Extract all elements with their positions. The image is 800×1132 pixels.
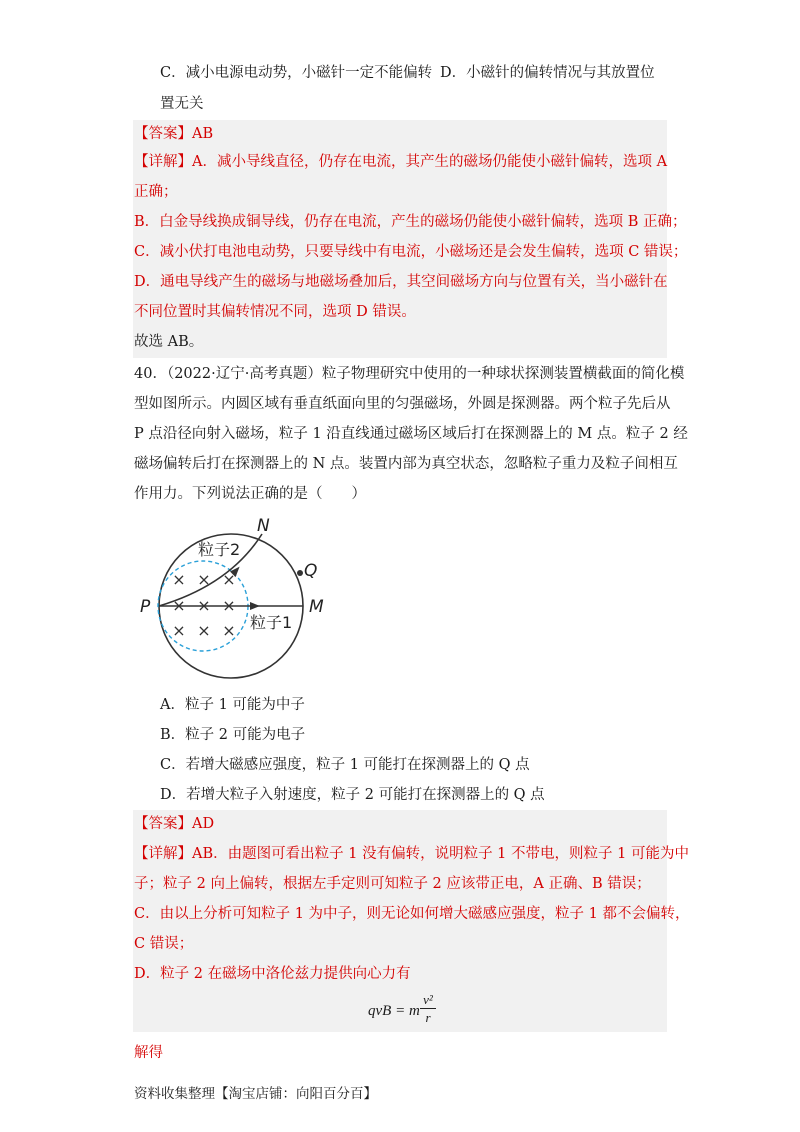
cross-mark: ×: [197, 596, 211, 615]
formula-numerator: v²: [423, 992, 433, 1007]
option-d-prev-cont: 置无关: [160, 96, 204, 112]
detail-1-line-5: D．通电导线产生的磁场与地磁场叠加后，其空间磁场方向与位置有关，当小磁针在: [134, 274, 668, 290]
particle-1-arrow: [250, 602, 260, 610]
q40-line-4: 磁场偏转后打在探测器上的 N 点。装置内部为真空状态，忽略粒子重力及粒子间相互: [134, 456, 678, 472]
cross-mark: ×: [172, 621, 186, 640]
detail-2-line-1: 【详解】AB．由题图可看出粒子 1 没有偏转，说明粒子 1 不带电，则粒子 1 可能为中: [134, 846, 689, 862]
label-p: P: [140, 597, 151, 617]
answer-1: 【答案】AB: [134, 126, 214, 142]
cross-mark: ×: [172, 596, 186, 615]
option-d-prev: D．小磁针的偏转情况与其放置位: [440, 65, 655, 81]
detail-1-conclusion: 故选 AB。: [134, 334, 204, 350]
label-q: Q: [304, 561, 318, 581]
q40-line-3: P 点沿径向射入磁场，粒子 1 沿直线通过磁场区域后打在探测器上的 M 点。粒子 2 经: [134, 426, 688, 442]
option-d: D．若增大粒子入射速度，粒子 2 可能打在探测器上的 Q 点: [160, 787, 545, 803]
detail-1-line-3: B．白金导线换成铜导线，仍存在电流，产生的磁场仍能使小磁针偏转，选项 B 正确；: [134, 214, 687, 230]
detail-2-line-2: 子；粒子 2 向上偏转，根据左手定则可知粒子 2 应该带正电，A 正确、B 错误；: [134, 876, 651, 892]
answer-2: 【答案】AD: [134, 816, 215, 832]
footer-text: 资料收集整理【淘宝店铺：向阳百分百】: [134, 1086, 377, 1102]
detail-2-line-5: D．粒子 2 在磁场中洛伦兹力提供向心力有: [134, 966, 411, 982]
detail-1-line-1: 【详解】A．减小导线直径，仍存在电流，其产生的磁场仍能使小磁针偏转，选项 A: [134, 154, 668, 170]
detail-1-line-6: 不同位置时其偏转情况不同，选项 D 错误。: [134, 304, 416, 320]
label-m: M: [309, 597, 324, 617]
detail-2-line-3: C．由以上分析可知粒子 1 为中子，则无论如何增大磁感应强度，粒子 1 都不会偏转，: [134, 906, 690, 922]
option-a: A．粒子 1 可能为中子: [160, 697, 305, 713]
option-c-prev: C．减小电源电动势，小磁针一定不能偏转: [160, 65, 433, 81]
option-c: C．若增大磁感应强度，粒子 1 可能打在探测器上的 Q 点: [160, 757, 530, 773]
cross-mark: ×: [172, 570, 186, 589]
formula-denominator: r: [425, 1010, 431, 1025]
q40-line-2: 型如图所示。内圆区域有垂直纸面向里的匀强磁场，外圆是探测器。两个粒子先后从: [134, 396, 671, 412]
detail-2-line-4: C 错误；: [134, 936, 194, 952]
detail-1-line-2: 正确；: [134, 184, 178, 200]
label-particle-2: 粒子2: [198, 540, 241, 559]
label-particle-1: 粒子1: [250, 613, 293, 632]
solve-label: 解得: [134, 1045, 163, 1061]
cross-mark: ×: [197, 621, 211, 640]
formula-fraction: [420, 992, 436, 1025]
label-n: N: [257, 516, 270, 536]
option-b: B．粒子 2 可能为电子: [160, 727, 306, 743]
formula-left: qvB = m: [368, 1003, 420, 1019]
fraction-bar: [420, 1008, 436, 1009]
q40-line-5: 作用力。下列说法正确的是（ ）: [134, 486, 366, 502]
cross-mark: ×: [222, 596, 236, 615]
q40-line-1: 40．（2022·辽宁·高考真题）粒子物理研究中使用的一种球状探测装置横截面的简化模: [134, 366, 685, 382]
cross-mark: ×: [222, 570, 236, 589]
detail-1-line-4: C．减小伏打电池电动势，只要导线中有电流，小磁场还是会发生偏转，选项 C 错误；: [134, 244, 688, 260]
point-q: [297, 570, 303, 576]
cross-mark: ×: [222, 621, 236, 640]
detector-diagram: [136, 515, 336, 690]
cross-mark: ×: [197, 570, 211, 589]
